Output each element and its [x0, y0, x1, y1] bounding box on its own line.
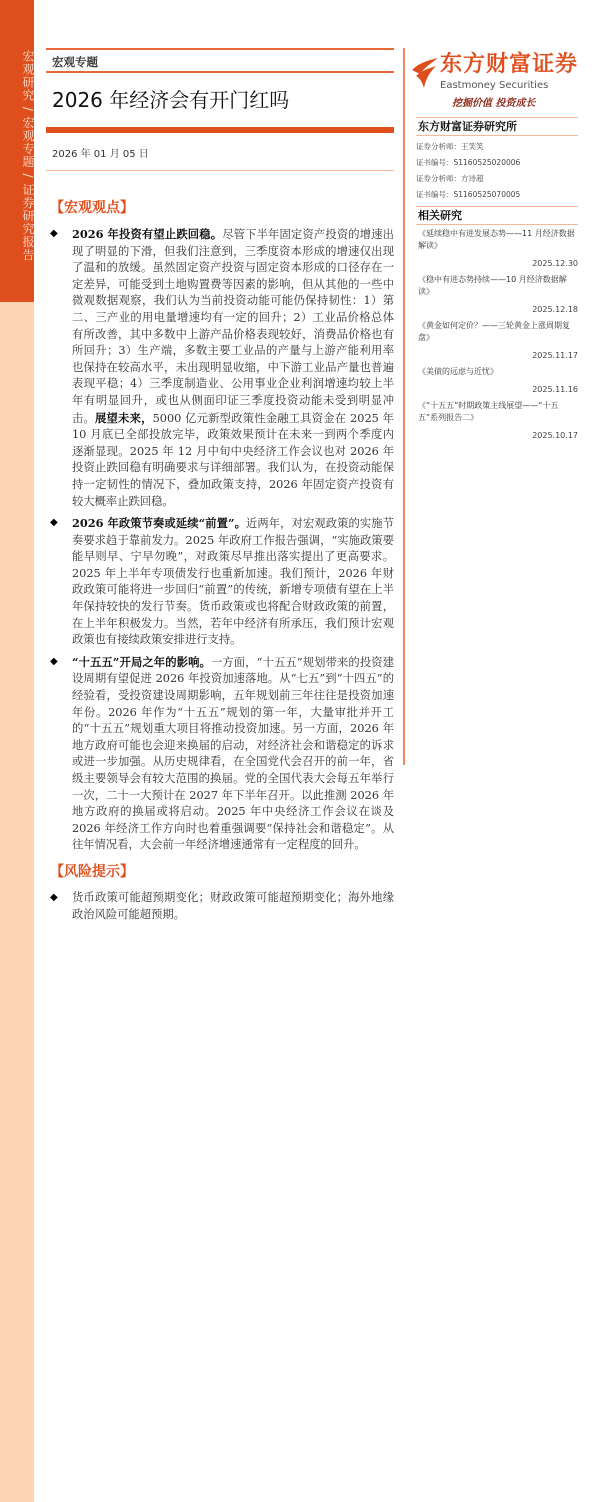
- analyst-name: 证券分析师：王笑笑: [416, 142, 484, 151]
- view-text: 近两年，对宏观政策的实施节奏要求趋于靠前发力。2025 年政府工作报告强调，“实施政策要能早则早、宁早勿晚”，对政策尽早推出落实提出了更高要求。2025 年上半年专项债发行也重新加速。我们预计，2026 年财政政策可能将进一步回归“前置”的传统，新增专项债有望在上半年保持较快的发行节奏。货币政策或也将配合财政政策的前置，在上半年积极发力。当然，若年中经济有所承压，我们预计宏观政策也有接续政策安排进行支持。: [72, 517, 394, 647]
- section-heading-views: 【宏观观点】: [50, 200, 134, 216]
- header-rule: [46, 71, 394, 73]
- view-lead: 2026 年投资有望止跌回稳。: [72, 227, 223, 241]
- sidebar-band-lower: [0, 302, 34, 1502]
- section-heading-risks: 【风险提示】: [50, 863, 134, 880]
- related-report-date: 2025.10.17: [532, 431, 578, 440]
- right-column: [416, 117, 578, 446]
- view-text-secondary: 5000 亿元新型政策性金融工具资金在 2025 年 10 月底已全部投放完毕，政策效果预计在未来一到两个季度内逐渐显现。2025 年 12 月中旬中央经济工作会议也对 2026 年投资止跌回稳有明确要求与详细部署。我们认为，在投资动能保持一定韧性的情况下，叠加政策支持，2026 年固定资产投资有较大概率止跌回稳。: [72, 411, 394, 508]
- view-text: 尽管下半年固定资产投资的增速出现了明显的下滑，但我们注意到，三季度资本形成的增速仅出现了温和的放缓。虽然固定资产投资与固定资本形成的口径存在一定差异，可能受到土地购置费等因素的影响，但从其他的一些中微观数据观察，我们认为当前投资动能可能仍保持韧性：1）第二、三产业的用电量增速均有一定的回升；2）工业品价格总体有所改善，其中多数中上游产品价格表现较好，消费品价格也有所回升；3）生产端，多数主要工业品的产量与上游产能利用率也保持在较高水平，未出现明显收缩，中下游工业品产量也普遍表现平稳；4）三季度制造业、公用事业企业利润增速均较上半年有明显回升，或也从侧面印证三季度投资动能未受到明显冲击。: [72, 228, 394, 425]
- view-point: [50, 654, 394, 854]
- view-point: [50, 515, 394, 649]
- risk-text: 货币政策可能超预期变化；财政政策可能超预期变化；海外地缘政治风险可能超预期。: [72, 890, 394, 921]
- brand-logo: [410, 52, 595, 97]
- related-report: [416, 320, 578, 362]
- brand-name-cn: 东方财富证券: [440, 52, 579, 77]
- column-divider: [403, 48, 405, 765]
- related-report-link[interactable]: 《稳中有进态势持续——10 月经济数据解读》: [418, 275, 567, 296]
- bullet-diamond-icon: ◆: [50, 228, 58, 239]
- bullet-diamond-icon: ◆: [50, 891, 58, 903]
- view-text: 一方面，“十五五”规划带来的投资建设周期有望促进 2026 年投资加速落地。从“七五”到“十四五”的经验看，受投资建设周期影响，五年规划前三年往往是投资加速年份。2026 年作为“十五五”规划的第一年，大量审批并开工的“十五五”规划重大项目将推动投资加速。另一方面，2026 年地方政府可能也会迎来换届的启动，对经济社会和谐稳定的诉求或进一步加强。从历史规律看，在全国党代会召开的前一年，省级主要领导会有较大范围的换届。党的全国代表大会每五年举行一次，二十一大预计在 2027 年下半年召开。以此推测 2026 年地方政府的换届或将启动。2025 年中央经济工作会议在谈及 2026 年经济工作方向时也着重强调要“保持社会和谐稳定”。从往年情况看，大会前一年经济增速通常有一定程度的回升。: [72, 655, 394, 852]
- view-point: [50, 226, 394, 510]
- risk-point: [50, 890, 394, 923]
- report-date: 2026 年 01 月 05 日: [52, 149, 149, 160]
- related-report: [416, 228, 578, 270]
- analyst-cert: 证书编号：S1160525020006: [416, 158, 521, 167]
- bullet-diamond-icon: ◆: [50, 517, 58, 529]
- related-report-link[interactable]: 《“十五五”时期政策主线展望——“十五五”系列报告二》: [418, 401, 559, 422]
- related-report-date: 2025.11.16: [532, 385, 578, 394]
- related-report-link[interactable]: 《黄金如何定价？——三轮黄金上涨周期复盘》: [418, 321, 570, 342]
- related-report: [416, 366, 578, 396]
- brand-name-en: Eastmoney Securities: [440, 80, 549, 91]
- related-report-date: 2025.11.17: [532, 351, 578, 360]
- page-title: 2026 年经济会有开门红吗: [52, 88, 290, 112]
- related-report-date: 2025.12.18: [532, 305, 578, 314]
- risk-list: [50, 890, 394, 923]
- report-type: 宏观专题: [52, 55, 98, 69]
- related-report-date: 2025.12.30: [532, 259, 578, 268]
- related-report-link[interactable]: 《延续稳中有进发展态势——11 月经济数据解读》: [418, 229, 575, 250]
- related-report-link[interactable]: 《美债的远虑与近忧》: [418, 367, 498, 376]
- analyst-cert: 证书编号：S1160525070005: [416, 190, 521, 199]
- bullet-diamond-icon: ◆: [50, 655, 58, 667]
- related-report: [416, 274, 578, 316]
- sidebar-category-label: 宏观研究 / 宏观专题 / 证券研究报告: [21, 50, 35, 262]
- view-lead: 2026 年政策节奏或延续“前置”。: [72, 516, 246, 531]
- views-list: [50, 226, 394, 854]
- brand-slogan: 挖掘价值 投资成长: [452, 98, 536, 109]
- related-heading: 相关研究: [416, 206, 578, 225]
- title-bar: [46, 127, 394, 133]
- institute-name: 东方财富证券研究所: [416, 117, 578, 136]
- analyst-name: 证券分析师：方诗超: [416, 174, 484, 183]
- header-rule-top: [46, 48, 394, 50]
- logo-swoosh-icon: [410, 56, 440, 92]
- view-lead-secondary: 展望未来，: [95, 410, 153, 425]
- related-report: [416, 400, 578, 442]
- main-content: [50, 198, 394, 931]
- view-lead: “十五五”开局之年的影响。: [72, 654, 211, 669]
- date-rule: [46, 170, 394, 171]
